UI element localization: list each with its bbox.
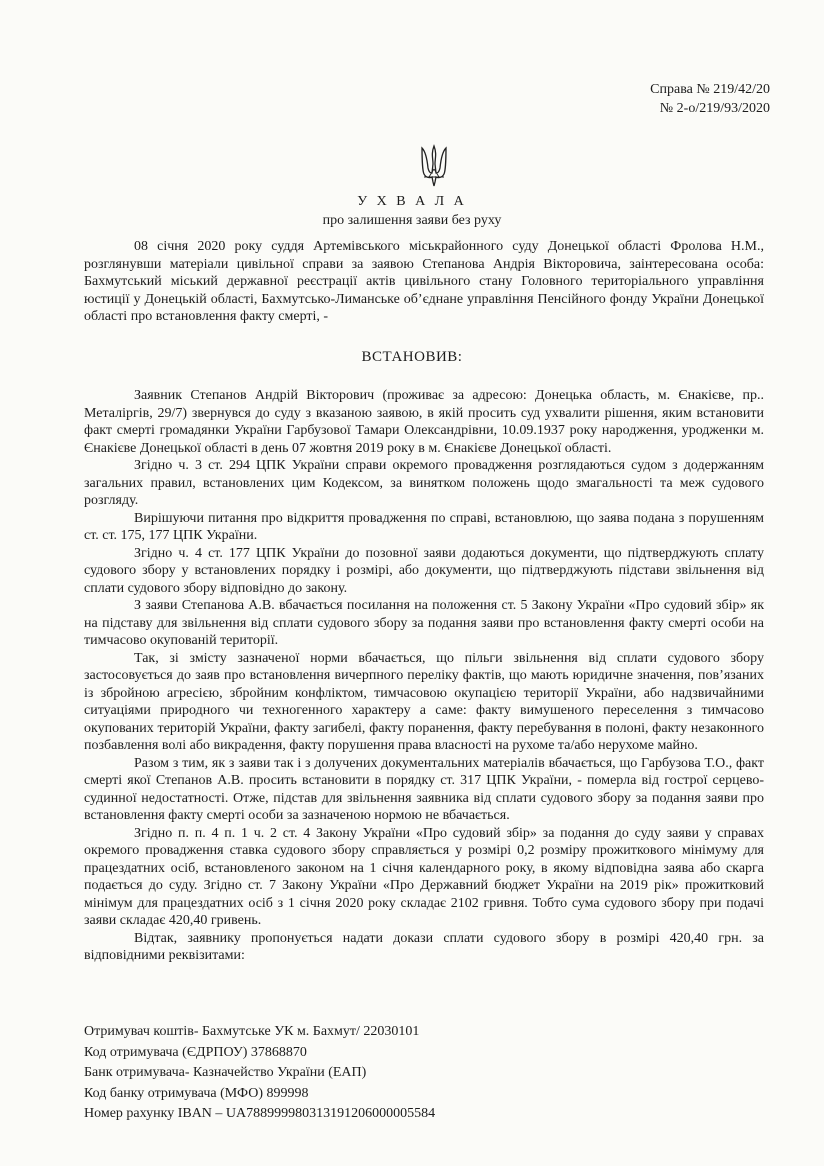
established-heading: ВСТАНОВИВ:	[361, 349, 463, 365]
document-subtitle: про залишення заяви без руху	[322, 213, 502, 228]
paragraph: Згідно ч. 3 ст. 294 ЦПК України справи окремого провадження розглядаються судом з додержанням загальних правил, встановлених цим Кодексом, за винятком положень щодо змагальності та меж судового розгляду.	[84, 458, 764, 508]
intro-section	[84, 238, 764, 326]
trident-icon	[419, 144, 449, 188]
proceeding-number: № 2-о/219/93/2020	[659, 101, 770, 116]
requisite-line: Код банку отримувача (МФО) 899998	[84, 1085, 309, 1101]
requisite-line: Номер рахунку IBAN – UA788999980313191206000005584	[84, 1106, 436, 1121]
paragraph: Відтак, заявнику пропонується надати докази сплати судового збору в розмірі 420,40 грн. за відповідними реквізитами:	[84, 930, 764, 963]
paragraph: Згідно ч. 4 ст. 177 ЦПК України до позовної заяви додаються документи, що підтверджують сплату судового збору у встановлених порядку і розмірі, або документи, що підтверджують підстави звільнення від сплати судового збору відповідно до закону.	[84, 545, 764, 596]
payment-requisites	[84, 1022, 435, 1125]
paragraph: З заяви Степанова А.В. вбачається посилання на положення ст. 5 Закону України «Про судовий збір» як на підставу для звільнення від сплати судового збору за подання заяви про встановлення факту смерті особи на тимчасово окупованій території.	[84, 598, 764, 648]
case-number: Справа № 219/42/20	[650, 82, 770, 97]
case-numbers	[650, 80, 770, 118]
paragraph: Вирішуючи питання про відкриття провадження по справі, встановлюю, що заява подана з порушенням ст. ст. 175, 177 ЦПК України.	[84, 510, 764, 543]
paragraph: Згідно п. п. 4 п. 1 ч. 2 ст. 4 Закону України «Про судовий збір» за подання до суду заяви у справах окремого провадження ставка судового збору справляється у розмірі 0,2 розміру прожиткового мінімуму для працездатних осіб, встановленого законом на 1 січня календарного року, в якому відповідна заява або скарга подається до суду. Згідно ст. 7 Закону України «Про Державний бюджет України на 2019 рік» прожитковий мінімум для працездатних осіб з 1 січня 2020 року складає 2102 гривня. Тобто сума судового збору при подачі заяви складає 420,40 гривень.	[84, 825, 764, 928]
document-title: У Х В А Л А	[357, 194, 467, 209]
paragraph: Разом з тим, як з заяви так і з долучених документальних матеріалів вбачається, що Гарбузова Т.О., факт смерті якої Степанов А.В. просить встановити в порядку ст. 317 ЦПК України, - померла від гострої серцево-судинної недостатності. Отже, підстав для звільнення заявника від сплати судового збору за подання заяви про встановлення факту смерті особи за зазначеною нормою не вбачається.	[84, 755, 764, 823]
intro-paragraph: 08 січня 2020 року суддя Артемівського міськрайонного суду Донецької області Фролова Н.М., розглянувши матеріали цивільної справи за заявою Степанова Андрія Вікторовича, заінтересована особа: Бахмутський міський державної реєстрації актів цивільного стану Головного територіального управління юстиції у Донецькій області, Бахмутсько-Лиманське об’єднане управління Пенсійного фонду України Донецької області про встановлення факту смерті, -	[84, 239, 764, 324]
paragraph: Так, зі змісту зазначеної норми вбачається, що пільги звільнення від сплати судового збору застосовується до заяв про встановлення вичерпного переліку фактів, що мають юридичне значення, пов’язаних із збройною агресією, збройним конфліктом, тимчасовою окупацією території України, або надзвичайними ситуаціями природного чи техногенного характеру а саме: факту вимушеного переселення з тимчасово окупованих територій України, факту загибелі, факту поранення, факту перебування в полоні, факту незаконного позбавлення волі або викрадення, факту порушення права власності на рухоме та/або нерухоме майно.	[84, 650, 764, 753]
requisite-line: Отримувач коштів- Бахмутське УК м. Бахмут/ 22030101	[84, 1024, 420, 1039]
requisite-line: Банк отримувача- Казначейство України (ЕАП)	[84, 1065, 367, 1080]
paragraph: Заявник Степанов Андрій Вікторович (проживає за адресою: Донецька область, м. Єнакієве, пр.. Металіргів, 29/7) звернувся до суду з вказаною заявою, в якій просить суд ухвалити рішення, яким встановити факт смерті громадянки України Гарбузової Тамари Олександрівни, 10.09.1937 року народження, уродженки м. Єнакієве Донецької області в день 07 жовтня 2019 року в м. Єнакієве Донецької області.	[84, 388, 764, 456]
main-text	[84, 387, 764, 965]
requisite-line: Код отримувача (ЄДРПОУ) 37868870	[84, 1044, 307, 1060]
